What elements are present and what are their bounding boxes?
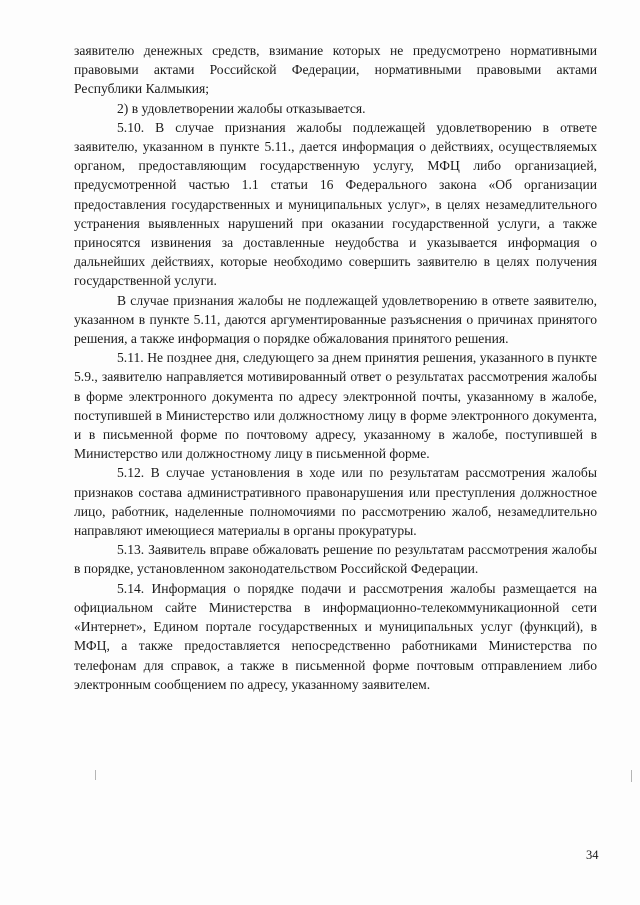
page-number: 34 bbox=[586, 848, 599, 862]
paragraph-5-13: 5.13. Заявитель вправе обжаловать решение по результатам рассмотрения жалобы в порядке, установленном законодательством Российской Федерации. bbox=[74, 542, 597, 577]
paragraph-5-12: 5.12. В случае установления в ходе или по результатам рассмотрения жалобы признаков состава административного правонарушения или преступления должностное лицо, работник, наделенные полномочиями по рассмотрению жалоб, незамедлительно направляют имеющиеся материалы в органы прокуратуры. bbox=[74, 465, 597, 539]
paragraph-5-11: 5.11. Не позднее дня, следующего за днем принятия решения, указанного в пункте 5.9., заявителю направляется мотивированный ответ о результатах рассмотрения жалобы в форме электронного документа по адресу электронной почты, указанному в жалобе, поступившей в Министерство или должностному лицу в форме электронного документа, и в письменной форме по почтовому адресу, указанному в жалобе, поступившей в Министерство или должностному лицу в письменной форме. bbox=[74, 350, 597, 462]
paragraph-5-10: 5.10. В случае признания жалобы подлежащей удовлетворению в ответе заявителю, указанном в пункте 5.11., дается информация о действиях, осуществляемых органом, предоставляющим государственную услугу, МФЦ либо организацией, предусмотренной частью 1.1 статьи 16 Федерального закона «Об организации предоставления государственных и муниципальных услуг», в целях незамедлительного устранения выявленных нарушений при оказании государственной услуги, а также приносятся извинения за доставленные неудобства и указывается информация о дальнейших действиях, которые необходимо совершить заявителю в целях получения государственной услуги. bbox=[74, 119, 597, 289]
document-body bbox=[74, 41, 597, 694]
scan-speck bbox=[631, 770, 632, 782]
scan-speck bbox=[95, 770, 96, 780]
paragraph-not-satisfied: В случае признания жалобы не подлежащей удовлетворению в ответе заявителю, указанном в пункте 5.11, даются аргументированные разъяснения о причинах принятого решения, а также информация о порядке обжалования принятого решения. bbox=[74, 292, 597, 347]
paragraph-refusal: 2) в удовлетворении жалобы отказывается. bbox=[117, 100, 366, 116]
paragraph-continuation: заявителю денежных средств, взимание которых не предусмотрено нормативными правовыми актами Российской Федерации, нормативными правовыми актами Республики Калмыкия; bbox=[74, 43, 597, 97]
paragraph-5-14: 5.14. Информация о порядке подачи и рассмотрения жалобы размещается на официальном сайте Министерства в информационно-телекоммуникационной сети «Интернет», Едином портале государственных и муниципальных услуг (функций), в МФЦ, а также предоставляется непосредственно работниками Министерства по телефонам для справок, а также в письменной форме почтовым отправлением либо электронным сообщением по адресу, указанному заявителем. bbox=[74, 580, 597, 692]
